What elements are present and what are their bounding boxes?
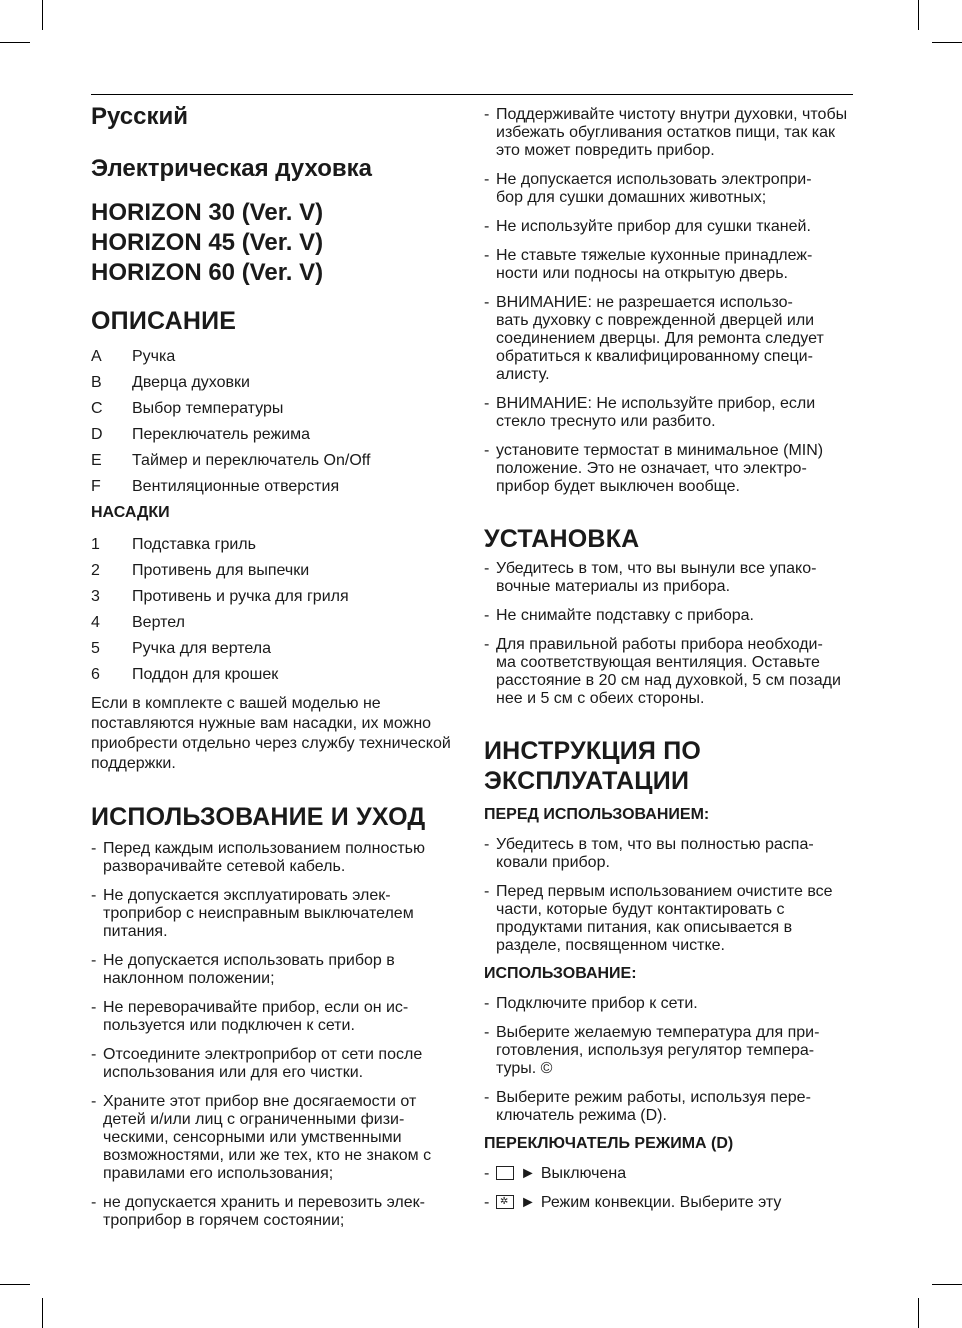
crop-mark [42, 0, 43, 30]
crop-mark [932, 1284, 962, 1285]
right-column [484, 106, 856, 1212]
installation-list [484, 560, 856, 708]
accessories-heading: НАСАДКИ [91, 504, 170, 521]
item-key: B [91, 374, 102, 391]
list-item [91, 396, 463, 422]
item-text: Не снимайте подставку с прибора. [496, 607, 754, 624]
list-item: - Не допускается использовать электропри- бор для сушки домашних животных; [484, 171, 812, 206]
before-use-heading: ПЕРЕД ИСПОЛЬЗОВАНИЕМ: [484, 806, 710, 823]
list-item [91, 448, 463, 474]
item-text: Выберите желаемую температура для при- готовления, используя регулятор темпера- туры. © [496, 1024, 820, 1077]
description-heading: ОПИСАНИЕ [91, 307, 237, 335]
model-name: HORIZON 30 (Ver. V) [91, 199, 324, 226]
mode-list [484, 1165, 856, 1212]
item-text: Убедитесь в том, что вы вынули все упако- вочные материалы из прибора. [496, 560, 817, 595]
item-text: Убедитесь в том, что вы полностью распа- ковали прибор. [496, 836, 814, 871]
item-key: E [91, 452, 102, 469]
use-list [484, 995, 856, 1125]
item-label: Выбор температуры [132, 400, 284, 417]
list-item: - ВНИМАНИЕ: Не используйте прибор, если стекло треснуто или разбито. [484, 395, 856, 431]
list-item: - установите термостат в минимальное (MIN) положение. Это не означает, что электро- прибор будет выключен вообще. [484, 442, 856, 496]
header-rule [91, 94, 853, 95]
item-text: Не переворачивайте прибор, если он ис- пользуется или подключен к сети. [103, 999, 409, 1034]
crop-mark [918, 0, 919, 30]
list-item: - Перед первым использованием очистите все части, которые будут контактировать с продуктами питания, как описывается в разделе, посвященном чистке. [484, 883, 856, 955]
list-item: - Убедитесь в том, что вы полностью распа- ковали прибор. [484, 836, 814, 871]
item-text: Храните этот прибор вне досягаемости от детей и/или лиц с ограниченными физи- ческими, сенсорными или умственными возможностями, или же тех, кто не знаком с правилами его использования; [103, 1093, 432, 1182]
list-item: - Выберите желаемую температура для при- готовления, используя регулятор темпера- туры. © [484, 1024, 820, 1077]
list-item: - Для правильной работы прибора необходи- ма соответствующая вентиляция. Оставьте расстояние в 20 см над духовкой, 5 см позади нее и 5 см с обеих стороны. [484, 636, 856, 708]
list-item: - не допускается хранить и перевозить элек- троприбор в горячем состоянии; [91, 1194, 425, 1229]
mode-label: Выключена [540, 1165, 627, 1182]
list-item: - Не снимайте подставку с прибора. [484, 607, 754, 624]
use-heading: ИСПОЛЬЗОВАНИЕ: [484, 965, 637, 982]
use-care-heading: ИСПОЛЬЗОВАНИЕ И УХОД [91, 803, 426, 831]
item-label: Вентиляционные отверстия [132, 478, 340, 495]
accessories-list [91, 532, 463, 688]
item-key: C [91, 400, 103, 417]
list-item: - Подключите прибор к сети. [484, 995, 698, 1012]
before-use-list [484, 836, 856, 955]
mode-label: Режим конвекции. Выберите эту [540, 1194, 782, 1211]
item-label: Переключатель режима [132, 426, 311, 443]
left-column [91, 100, 463, 1230]
item-text: ВНИМАНИЕ: не разрешается использо- вать духовку с поврежденной дверцей или соединением дверцы. Для ремонта следует обратиться к квалифицированному специ- алисту. [496, 294, 824, 383]
item-key: F [91, 478, 101, 495]
item-key: D [91, 426, 103, 443]
language-title: Русский [91, 103, 188, 130]
item-label: Таймер и переключатель On/Off [132, 452, 371, 469]
list-item: - ► Выключена [484, 1165, 627, 1182]
list-item: - ВНИМАНИЕ: не разрешается использо- вать духовку с поврежденной дверцей или соединением дверцы. Для ремонта следует обратиться к квалифицированному специ- алисту. [484, 294, 856, 384]
list-item [91, 662, 463, 688]
use-care-list [91, 840, 463, 1230]
item-text: не допускается хранить и перевозить элек- троприбор в горячем состоянии; [103, 1194, 425, 1229]
item-label: Ручка для вертела [132, 640, 271, 657]
item-text: Для правильной работы прибора необходи- ма соответствующая вентиляция. Оставьте расстояние в 20 см над духовкой, 5 см позади нее и 5 см с обеих стороны. [496, 636, 841, 707]
list-item [91, 370, 463, 396]
crop-mark [918, 1298, 919, 1328]
list-item [91, 422, 463, 448]
item-text: Поддерживайте чистоту внутри духовки, чтобы избежать обугливания остатков пищи, так как это может повредить прибор. [496, 106, 848, 159]
fan-box-icon [496, 1195, 514, 1209]
parts-list [91, 344, 463, 500]
item-key: 1 [91, 536, 100, 553]
list-item: - Отсоедините электроприбор от сети после использования или для его чистки. [91, 1046, 463, 1082]
item-label: Ручка [132, 348, 176, 365]
item-text: ВНИМАНИЕ: Не используйте прибор, если стекло треснуто или разбито. [496, 395, 816, 430]
crop-mark [0, 1284, 30, 1285]
list-item [91, 610, 463, 636]
list-item: - Не используйте прибор для сушки тканей. [484, 218, 811, 235]
model-name: HORIZON 45 (Ver. V) [91, 229, 324, 256]
item-key: A [91, 348, 102, 365]
item-text: Не допускается эксплуатировать элек- троприбор с неисправным выключателем питания. [103, 887, 414, 940]
item-key: 2 [91, 562, 100, 579]
item-label: Поддон для крошек [132, 666, 279, 683]
installation-heading: УСТАНОВКА [484, 525, 640, 553]
item-text: Выберите режим работы, используя пере- ключатель режима (D). [496, 1089, 811, 1124]
arrow-icon: ► [520, 1194, 536, 1211]
item-key: 4 [91, 614, 100, 631]
heading-line: ИНСТРУКЦИЯ ПО [484, 737, 702, 765]
item-text: Не допускается использовать электропри- бор для сушки домашних животных; [496, 171, 812, 206]
item-label: Подставка гриль [132, 536, 256, 553]
crop-mark [42, 1298, 43, 1328]
list-item [91, 636, 463, 662]
item-text: Не используйте прибор для сушки тканей. [496, 218, 811, 235]
list-item: - Храните этот прибор вне досягаемости от детей и/или лиц с ограниченными физи- ческими, сенсорными или умственными возможностями, или же тех, кто не знаком с правилами его использования; [91, 1093, 463, 1183]
item-text: Подключите прибор к сети. [496, 995, 698, 1012]
item-text: Не ставьте тяжелые кухонные принадлеж- ности или подносы на открытую дверь. [496, 247, 813, 282]
list-item: - Выберите режим работы, используя пере- ключатель режима (D). [484, 1089, 811, 1124]
instructions-heading [484, 736, 856, 796]
item-key: 3 [91, 588, 100, 605]
product-title: Электрическая духовка [91, 155, 372, 182]
list-item: - Поддерживайте чистоту внутри духовки, чтобы избежать обугливания остатков пищи, так как это может повредить прибор. [484, 106, 856, 160]
item-key: 5 [91, 640, 100, 657]
heading-line: ЭКСПЛУАТАЦИИ [484, 767, 690, 795]
list-item [91, 532, 463, 558]
arrow-icon: ► [520, 1165, 536, 1182]
item-text: Не допускается использовать прибор в наклонном положении; [103, 952, 395, 987]
list-item [91, 344, 463, 370]
list-item [91, 474, 463, 500]
item-label: Противень и ручка для гриля [132, 588, 349, 605]
empty-box-icon [496, 1166, 514, 1180]
list-item: - Не ставьте тяжелые кухонные принадлеж- ности или подносы на открытую дверь. [484, 247, 813, 282]
item-text: установите термостат в минимальное (MIN) положение. Это не означает, что электро- прибор будет выключен вообще. [496, 442, 824, 495]
item-label: Дверца духовки [132, 374, 250, 391]
crop-mark [932, 42, 962, 43]
item-label: Противень для выпечки [132, 562, 310, 579]
item-text: Перед каждым использованием полностью разворачивайте сетевой кабель. [103, 840, 426, 875]
mode-heading: ПЕРЕКЛЮЧАТЕЛЬ РЕЖИМА (D) [484, 1135, 734, 1152]
list-item: - ✲ ► Режим конвекции. Выберите эту [484, 1194, 856, 1212]
model-name: HORIZON 60 (Ver. V) [91, 259, 324, 286]
item-key: 6 [91, 666, 100, 683]
item-label: Вертел [132, 614, 185, 631]
accessories-note: Если в комплекте с вашей моделью не поставляются нужные вам насадки, их можно приобрести отдельно через службу технической поддержки. [91, 695, 451, 772]
list-item: - Не допускается эксплуатировать элек- троприбор с неисправным выключателем питания. [91, 887, 463, 941]
item-text: Перед первым использованием очистите все части, которые будут контактировать с продуктами питания, как описывается в разделе, посвященном чистке. [496, 883, 833, 954]
crop-mark [0, 42, 30, 43]
list-item: - Убедитесь в том, что вы вынули все упако- вочные материалы из прибора. [484, 560, 817, 595]
model-list [91, 198, 463, 288]
list-item: - Перед каждым использованием полностью разворачивайте сетевой кабель. [91, 840, 463, 876]
list-item [91, 558, 463, 584]
list-item [91, 584, 463, 610]
use-care-list-continued [484, 106, 856, 496]
list-item: - Не допускается использовать прибор в наклонном положении; [91, 952, 463, 988]
list-item: - Не переворачивайте прибор, если он ис- пользуется или подключен к сети. [91, 999, 409, 1034]
item-text: Отсоедините электроприбор от сети после использования или для его чистки. [103, 1046, 423, 1081]
